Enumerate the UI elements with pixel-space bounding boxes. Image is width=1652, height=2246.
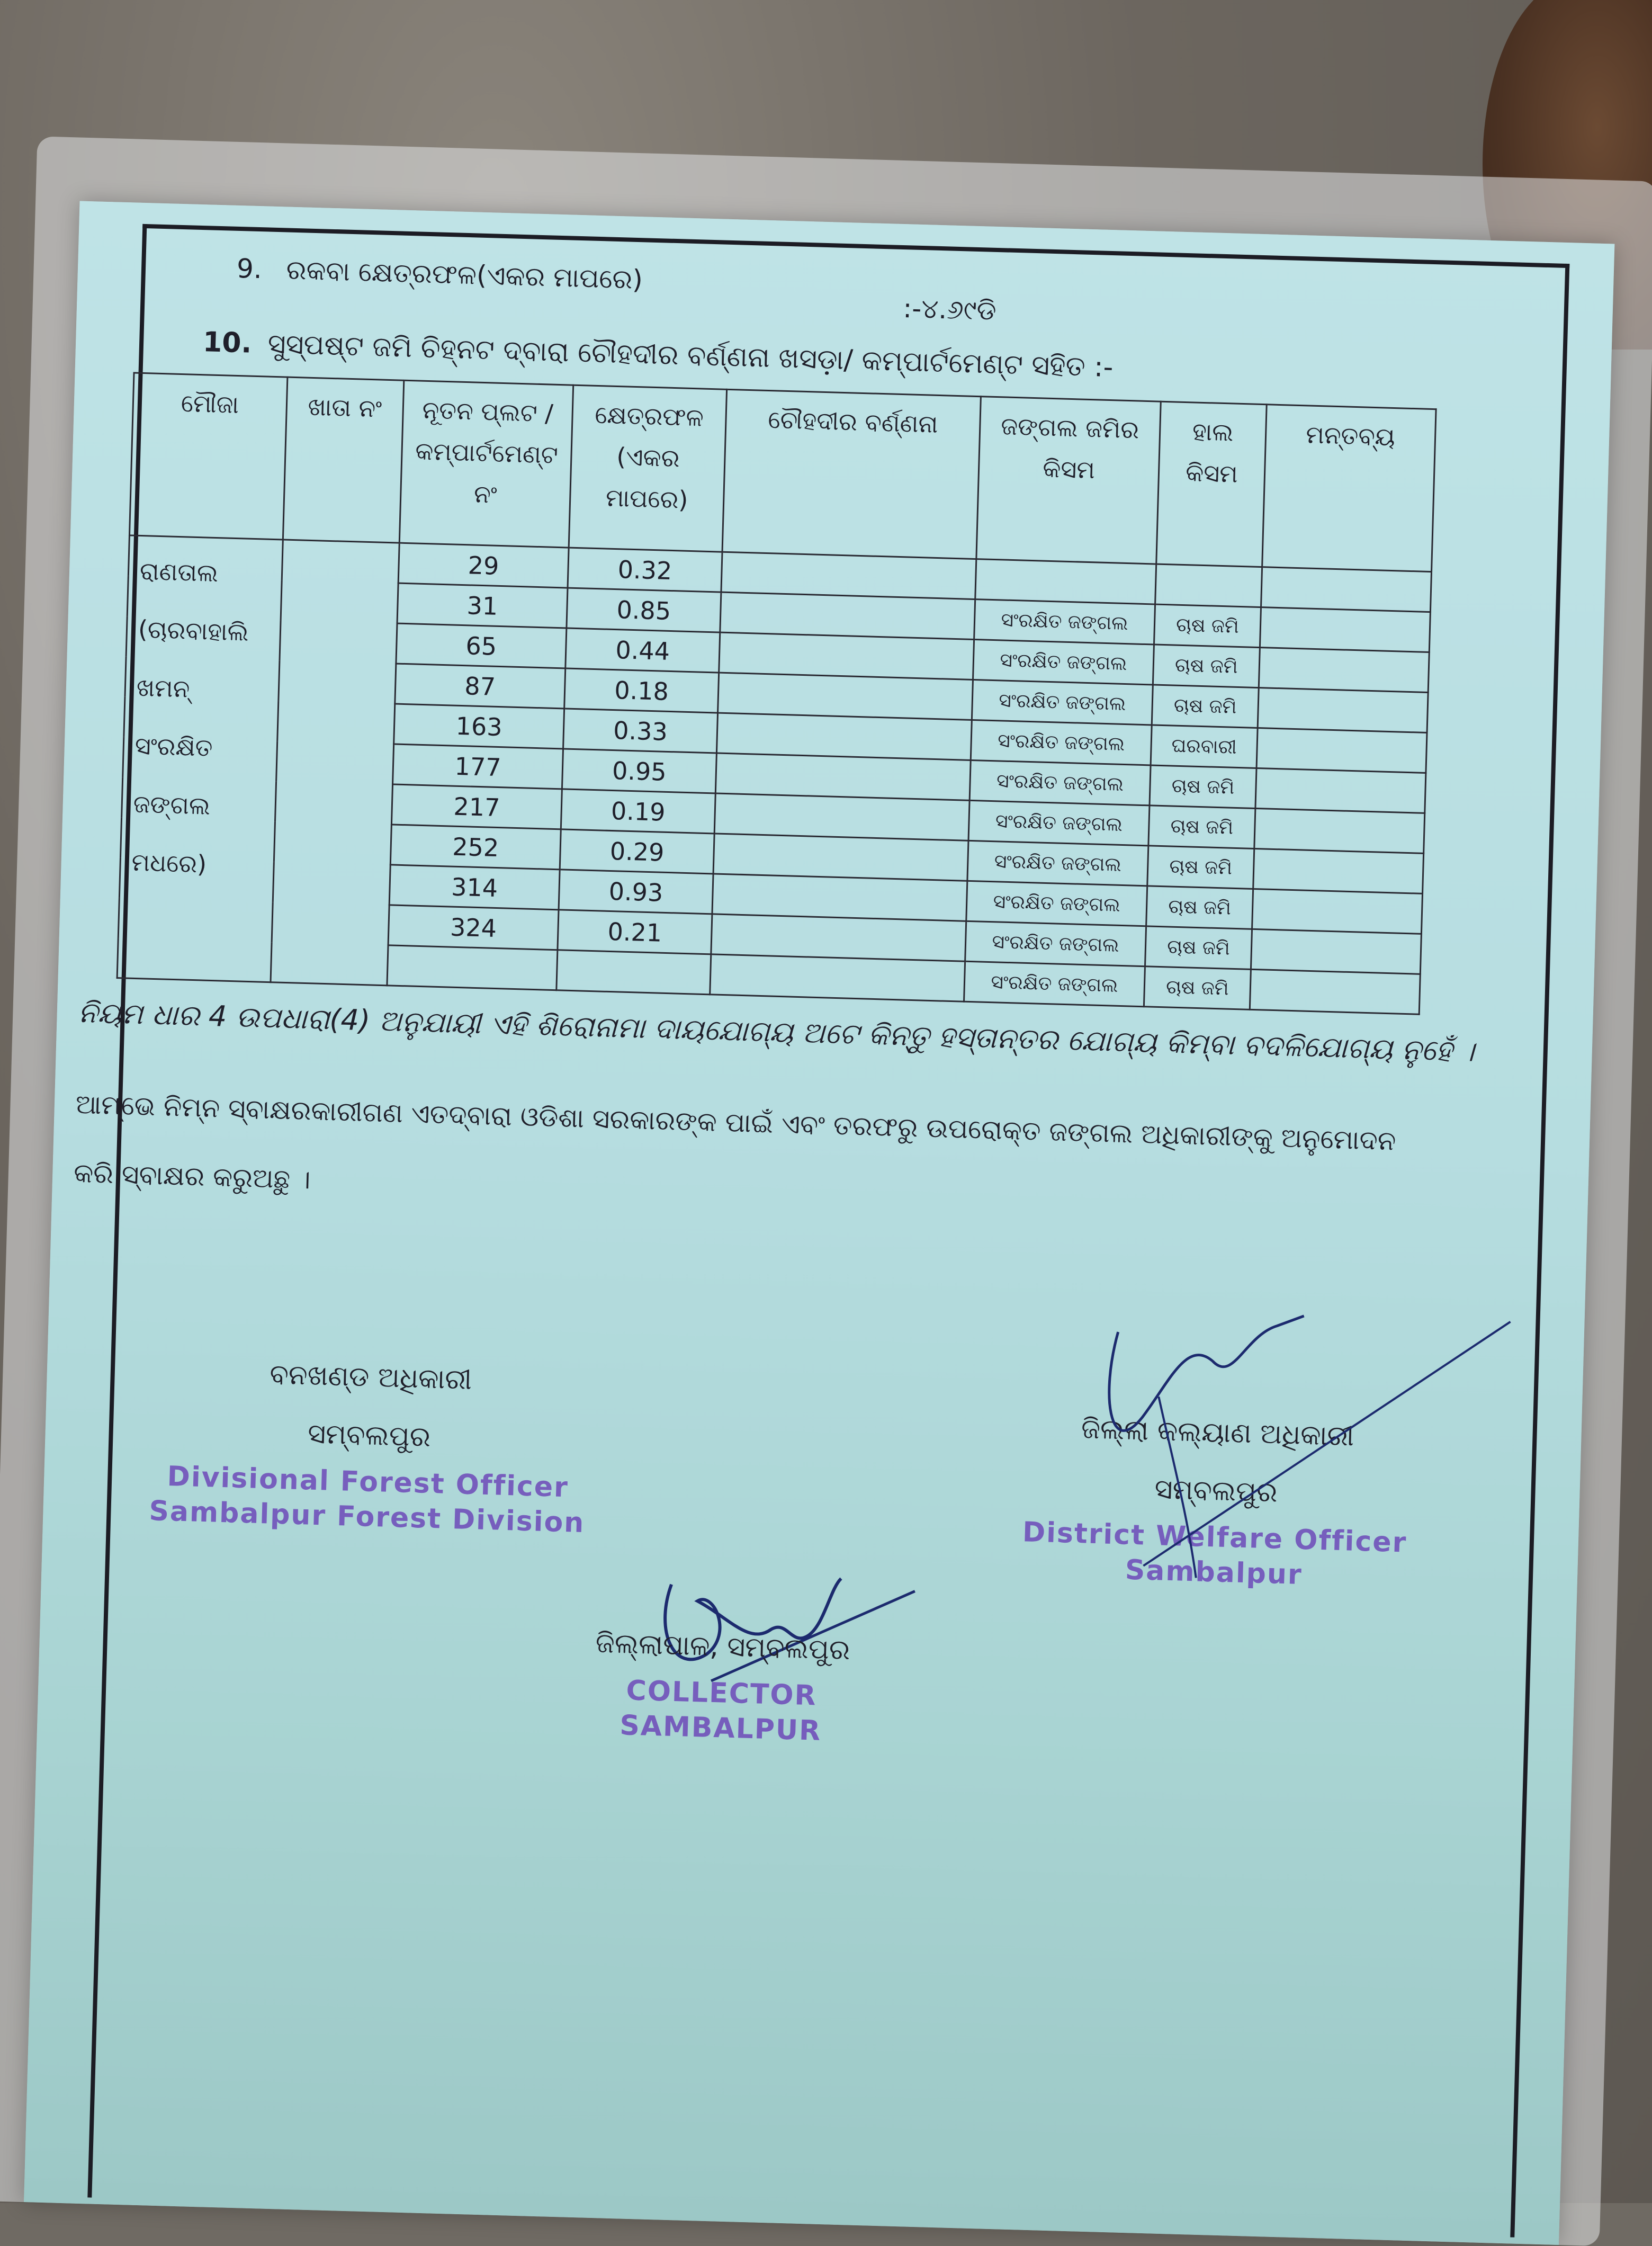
- area-cell: 0.32: [568, 548, 722, 592]
- table-body: [117, 535, 1431, 1014]
- dfo-place: ସମ୍ବଲପୁର: [307, 1418, 431, 1453]
- forest-type-cell: [975, 559, 1156, 604]
- remarks-cell: [1253, 848, 1424, 893]
- dwo-handwritten-signature: [1047, 1288, 1532, 1598]
- header-current-type: ହାଲ କିସମ: [1156, 401, 1267, 567]
- current-type-cell: ଚାଷ ଜମି: [1145, 926, 1252, 970]
- boundary-cell: [721, 552, 976, 599]
- item-10-label: ସୁସ୍ପଷ୍ଟ ଜମି ଚିହ୍ନଟ ଦ୍ବାରା ଚୌହଦୀର ବର୍ଣ୍ଣନା ଖସଡ଼ା/ କମ୍ପାର୍ଟମେଣ୍ଟ ସହିତ :-: [267, 328, 1114, 384]
- plot-cell: 31: [397, 583, 568, 628]
- header-mouza: ମୌଜା: [129, 373, 287, 540]
- boundary-cell: [719, 632, 974, 679]
- area-cell: 0.33: [563, 709, 718, 753]
- header-boundary: ଚୌହଦୀର ବର୍ଣ୍ଣନା: [722, 389, 981, 559]
- forest-type-cell: ସଂରକ୍ଷିତ ଜଙ୍ଗଲ: [967, 840, 1148, 885]
- document-sheet: [24, 201, 1614, 2245]
- boundary-cell: [720, 592, 975, 639]
- plot-cell: 217: [391, 784, 562, 829]
- collector-stamp-line1: COLLECTOR: [625, 1675, 818, 1712]
- remarks-cell: [1261, 567, 1432, 612]
- area-cell: 0.93: [559, 870, 713, 914]
- collector-title: ଜିଲ୍ଲାପାଳ, ସମ୍ବଲପୁର: [595, 1627, 851, 1667]
- boundary-cell: [716, 713, 972, 760]
- forest-type-cell: ସଂରକ୍ଷିତ ଜଙ୍ଗଲ: [969, 760, 1151, 805]
- dfo-signature-block: [149, 1342, 590, 1541]
- area-cell: 0.29: [560, 829, 714, 874]
- boundary-cell: [711, 914, 966, 961]
- dwo-title: ଜିଲ୍ଲା କଲ୍ୟାଣ ଅଧିକାରୀ: [1081, 1413, 1355, 1453]
- remarks-cell: [1255, 768, 1426, 813]
- current-type-cell: [1155, 564, 1262, 607]
- plot-cell: [387, 945, 558, 990]
- collector-signature-block: [593, 1614, 851, 1749]
- plot-cell: 252: [390, 825, 561, 870]
- forest-type-cell: ସଂରକ୍ଷିତ ଜଙ୍ଗଲ: [973, 639, 1154, 684]
- forest-type-cell: ସଂରକ୍ଷିତ ଜଙ୍ଗଲ: [968, 800, 1150, 845]
- boundary-cell: [713, 834, 968, 881]
- item-9-number: 9.: [236, 253, 263, 285]
- plot-cell: 163: [394, 704, 564, 749]
- dfo-stamp-line1: Divisional Forest Officer: [166, 1461, 569, 1504]
- forest-type-cell: ସଂରକ୍ଷିତ ଜଙ୍ଗଲ: [974, 599, 1155, 645]
- current-type-cell: ଚାଷ ଜମି: [1152, 685, 1259, 728]
- plot-cell: 87: [395, 664, 565, 709]
- forest-type-cell: ସଂରକ୍ଷିତ ଜଙ୍ଗଲ: [966, 881, 1147, 926]
- area-cell: 0.19: [561, 789, 715, 834]
- dwo-stamp-line2: Sambalpur: [1125, 1554, 1303, 1591]
- remarks-cell: [1252, 889, 1423, 934]
- item-10-number: 10.: [202, 326, 253, 360]
- current-type-cell: ଚାଷ ଜମି: [1153, 645, 1260, 688]
- remarks-cell: [1256, 728, 1427, 773]
- current-type-cell: ଚାଷ ଜମି: [1150, 765, 1256, 809]
- mouza-line: (ଚାରବାହାଲି: [138, 614, 249, 647]
- remarks-cell: [1260, 607, 1430, 652]
- plot-cell: 65: [396, 623, 567, 668]
- plot-table: [116, 372, 1437, 1015]
- header-khata: ଖାତା ନଂ: [283, 377, 403, 543]
- dfo-stamp-line2: Sambalpur Forest Division: [148, 1495, 586, 1540]
- item-9-label: ରକବା କ୍ଷେତ୍ରଫଳ(ଏକର ମାପରେ): [285, 254, 643, 296]
- item-9-value: :-୪.୬୯ଡି: [902, 293, 997, 326]
- remarks-cell: [1258, 688, 1428, 733]
- declaration-text: ଆମ୍ଭେ ନିମ୍ନ ସ୍ବାକ୍ଷରକାରୀଗଣ ଏତଦ୍ବାରା ଓଡିଶା ସରକାରଙ୍କ ପାଇଁ ଏବଂ ତରଫରୁ ଉପରୋକ୍ତ ଜଙ୍ଗଲ ଅଧିକାରୀଙ୍କୁ ଅନୁମୋଦନ କରି ସ୍ବାକ୍ଷର କରୁଅଛୁ ।: [73, 1088, 1397, 1195]
- area-cell: 0.85: [567, 588, 721, 632]
- dwo-stamp-line1: District Welfare Officer: [1022, 1516, 1408, 1559]
- area-cell: 0.44: [565, 628, 720, 673]
- plot-cell: 324: [388, 905, 559, 950]
- forest-type-cell: ସଂରକ୍ଷିତ ଜଙ୍ଗଲ: [964, 961, 1145, 1006]
- header-plot: ନୂତନ ପ୍ଲଟ / କମ୍ପାର୍ଟମେଣ୍ଟ ନଂ: [399, 380, 573, 548]
- remarks-cell: [1254, 808, 1425, 853]
- current-type-cell: ଚାଷ ଜମି: [1146, 886, 1253, 929]
- current-type-cell: ଚାଷ ଜମି: [1154, 604, 1261, 648]
- forest-type-cell: ସଂରକ୍ଷିତ ଜଙ୍ଗଲ: [965, 921, 1146, 966]
- mouza-line: ରାଣତାଲ: [139, 556, 219, 588]
- mouza-cell: [117, 535, 283, 982]
- header-remarks: ମନ୍ତବ୍ୟ: [1262, 405, 1436, 572]
- area-cell: 0.18: [564, 668, 719, 713]
- current-type-cell: ଚାଷ ଜମି: [1148, 806, 1255, 849]
- header-area: କ୍ଷେତ୍ରଫଳ (ଏକର ମାପରେ): [569, 385, 726, 552]
- collector-stamp-line2: SAMBALPUR: [619, 1710, 822, 1747]
- mouza-line: ଜଙ୍ଗଲ ମଧରେ): [131, 789, 211, 879]
- forest-type-cell: ସଂରକ୍ଷିତ ଜଙ୍ଗଲ: [972, 679, 1153, 724]
- remarks-cell: [1251, 929, 1421, 974]
- dfo-title: ବନଖଣ୍ଡ ଅଧିକାରୀ: [269, 1358, 472, 1397]
- remarks-cell: [1250, 969, 1420, 1014]
- dwo-place: ସମ୍ବଲପୁର: [1154, 1473, 1278, 1509]
- boundary-cell: [715, 753, 971, 800]
- area-cell: [556, 950, 711, 995]
- boundary-cell: [718, 673, 973, 720]
- forest-type-cell: ସଂରକ୍ଷିତ ଜଙ୍ଗଲ: [971, 720, 1152, 765]
- header-forest-type: ଜଙ୍ଗଲ ଜମିର କିସମ: [976, 397, 1161, 564]
- current-type-cell: ଚାଷ ଜମି: [1147, 846, 1254, 889]
- current-type-cell: ଘରବାରୀ: [1151, 725, 1258, 768]
- plot-cell: 29: [398, 543, 569, 588]
- area-cell: 0.21: [558, 910, 712, 954]
- khata-cell: [271, 540, 399, 986]
- boundary-cell: [712, 874, 967, 921]
- boundary-cell: [710, 954, 965, 1001]
- plot-cell: 177: [393, 744, 563, 789]
- remarks-cell: [1259, 648, 1429, 693]
- rule-note: ନିୟମ ଧାର 4 ଉପଧାରା(4) ଅନୁଯାୟୀ ଏହି ଶିରୋନାମା ଦାୟଯୋଗ୍ୟ ଅଟେ କିନ୍ତୁ ହସ୍ତାନ୍ତର ଯୋଗ୍ୟ କିମ୍ବା ବଦଳିଯୋଗ୍ୟ ନୁହେଁ ।: [77, 996, 1475, 1068]
- current-type-cell: ଚାଷ ଜମି: [1144, 967, 1251, 1010]
- mouza-line: ଖମନ୍ ସଂରକ୍ଷିତ: [134, 673, 213, 762]
- area-cell: 0.95: [562, 749, 716, 793]
- boundary-cell: [714, 793, 969, 840]
- plot-cell: 314: [389, 865, 560, 910]
